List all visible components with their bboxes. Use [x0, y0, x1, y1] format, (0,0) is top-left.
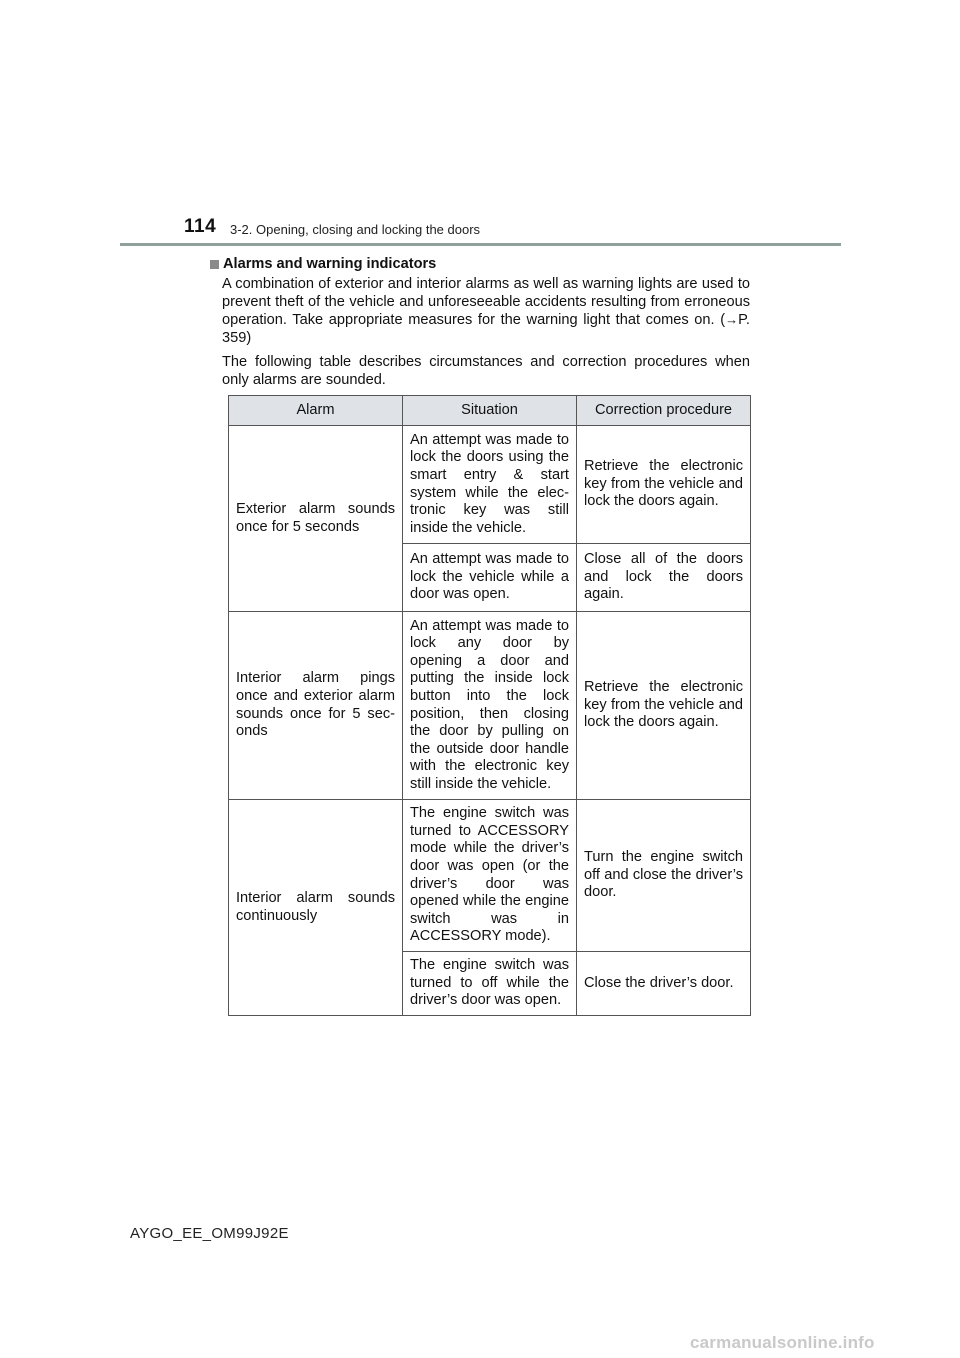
- alarm-cell: Interior alarm sounds continuously: [229, 800, 403, 1016]
- alarm-table: [228, 395, 751, 1016]
- section-title: 3-2. Opening, closing and locking the doors: [230, 222, 481, 237]
- document-code: AYGO_EE_OM99J92E: [130, 1225, 289, 1242]
- correction-cell: Retrieve the electronic key from the vehicle and lock the doors again.: [577, 612, 751, 800]
- table-intro-paragraph: The following table describes circumstances and correction procedures when only alarms are sounded.: [222, 354, 750, 388]
- subsection-heading-text: Alarms and warning indicators: [223, 256, 437, 272]
- correction-cell: Close all of the doors and lock the doors again.: [577, 544, 751, 612]
- arrow-right-icon: →: [725, 312, 739, 327]
- correction-cell: Close the driver’s door.: [577, 952, 751, 1016]
- alarm-cell: Interior alarm pings once and exterior alarm sounds once for 5 sec-onds: [229, 612, 403, 800]
- page-reference[interactable]: P. 359): [222, 312, 750, 346]
- correction-cell: Turn the engine switch off and close the driver’s door.: [577, 800, 751, 952]
- situation-cell: An attempt was made to lock any door by opening a door and putting the inside lock button into the lock position, then closing the door by pulling on the outside door handle with the electronic key still inside the vehicle.: [403, 612, 577, 800]
- subsection-heading: [210, 255, 750, 273]
- table-header-row: [229, 396, 751, 426]
- column-header-correction: Correction procedure: [577, 396, 751, 426]
- situation-cell: An attempt was made to lock the vehicle while a door was open.: [403, 544, 577, 612]
- page-number: 114: [184, 216, 217, 237]
- square-bullet-icon: [210, 260, 219, 269]
- alarm-cell: Exterior alarm sounds once for 5 seconds: [229, 426, 403, 612]
- situation-cell: The engine switch was turned to off while the driver’s door was open.: [403, 952, 577, 1016]
- situation-cell: An attempt was made to lock the doors using the smart entry & start system while the elec-tronic key was still inside the vehicle.: [403, 426, 577, 544]
- watermark-text: carmanualsonline.info: [690, 1333, 875, 1352]
- situation-cell: The engine switch was turned to ACCESSORY mode while the driver’s door was open (or the driver’s door was opened while the engine switch was in ACCESSORY mode).: [403, 800, 577, 952]
- table-row: [229, 800, 751, 952]
- correction-cell: Retrieve the electronic key from the vehicle and lock the doors again.: [577, 426, 751, 544]
- table-row: [229, 426, 751, 544]
- header-divider: [120, 243, 841, 246]
- column-header-alarm: Alarm: [229, 396, 403, 426]
- intro-paragraph-text: A combination of exterior and interior alarms as well as warning lights are used to prevent theft of the vehicle and unforeseeable accidents resulting from erroneous operation. Take appropriate measures for the warning light that comes on. (: [222, 276, 750, 328]
- table-row: [229, 612, 751, 800]
- content-block: [210, 255, 750, 389]
- column-header-situation: Situation: [403, 396, 577, 426]
- intro-paragraph: [222, 275, 750, 347]
